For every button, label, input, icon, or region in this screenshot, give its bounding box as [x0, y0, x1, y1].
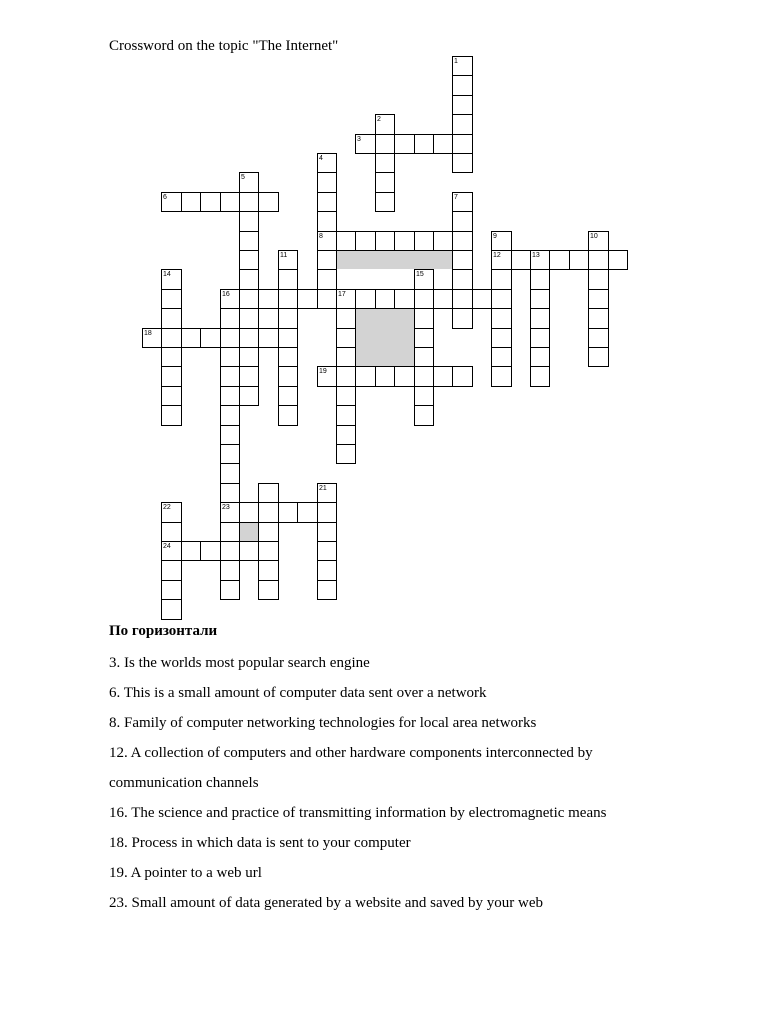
- crossword-cell[interactable]: [569, 250, 589, 270]
- crossword-cell[interactable]: [317, 560, 337, 581]
- crossword-cell[interactable]: [530, 366, 550, 387]
- crossword-cell[interactable]: [181, 192, 201, 212]
- crossword-cell[interactable]: [375, 289, 395, 309]
- crossword-cell[interactable]: [414, 289, 434, 309]
- crossword-cell[interactable]: [239, 192, 259, 212]
- crossword-cell[interactable]: [239, 366, 259, 387]
- crossword-cell[interactable]: [452, 231, 473, 251]
- crossword-cell[interactable]: [452, 211, 473, 232]
- clue-16: 16. The science and practice of transmitting information by electromagnetic means: [109, 805, 607, 821]
- crossword-cell[interactable]: [491, 269, 512, 290]
- clue-number: 23: [222, 504, 230, 511]
- crossword-cell[interactable]: [336, 328, 356, 348]
- clue-number: 9: [493, 233, 497, 240]
- crossword-cell[interactable]: [161, 522, 182, 542]
- crossword-cell[interactable]: [588, 347, 609, 367]
- clue-number: 11: [280, 252, 288, 259]
- crossword-cell[interactable]: [452, 269, 473, 290]
- crossword-cell[interactable]: [336, 425, 356, 445]
- crossword-cell[interactable]: [161, 599, 182, 620]
- clue-number: 19: [319, 368, 327, 375]
- crossword-cell[interactable]: [491, 328, 512, 348]
- crossword-cell[interactable]: [452, 366, 473, 387]
- crossword-cell[interactable]: [317, 192, 337, 212]
- crossword-cell[interactable]: [278, 289, 298, 309]
- crossword-cell[interactable]: [258, 483, 279, 503]
- crossword-cell[interactable]: [220, 580, 240, 600]
- crossword-cell[interactable]: [336, 405, 356, 426]
- clue-number: 4: [319, 155, 323, 162]
- crossword-cell[interactable]: [278, 405, 298, 426]
- clue-23: 23. Small amount of data generated by a website and saved by your web: [109, 895, 544, 911]
- crossword-cell[interactable]: [239, 347, 259, 367]
- clue-18: 18. Process in which data is sent to your computer: [109, 835, 411, 851]
- crossword-cell[interactable]: [239, 541, 259, 561]
- crossword-cell[interactable]: [452, 134, 473, 154]
- clue-number: 18: [144, 330, 152, 337]
- crossword-cell[interactable]: [317, 211, 337, 232]
- crossword-cell[interactable]: [549, 250, 570, 270]
- across-clue-list: [109, 648, 669, 918]
- crossword-cell[interactable]: [414, 405, 434, 426]
- crossword-cell[interactable]: [220, 522, 240, 542]
- crossword-cell[interactable]: [433, 366, 453, 387]
- crossword-cell[interactable]: [161, 560, 182, 581]
- clue-number: 5: [241, 174, 245, 181]
- crossword-cell[interactable]: [375, 172, 395, 193]
- crossword-cell[interactable]: [414, 231, 434, 251]
- crossword-cell[interactable]: [375, 231, 395, 251]
- crossword-cell[interactable]: [394, 289, 415, 309]
- crossword-cell[interactable]: [278, 386, 298, 406]
- crossword-cell[interactable]: [530, 289, 550, 309]
- crossword-cell[interactable]: [258, 522, 279, 542]
- clue-number: 12: [493, 252, 501, 259]
- crossword-cell[interactable]: [278, 308, 298, 329]
- crossword-cell[interactable]: [181, 328, 201, 348]
- crossword-cell[interactable]: [588, 250, 609, 270]
- crossword-cell[interactable]: [336, 347, 356, 367]
- clue-number: 3: [357, 136, 361, 143]
- crossword-cell[interactable]: [433, 134, 453, 154]
- clue-number: 22: [163, 504, 171, 511]
- clue-number: 24: [163, 543, 171, 550]
- crossword-cell[interactable]: [452, 114, 473, 135]
- crossword-cell[interactable]: [355, 289, 376, 309]
- crossword-cell[interactable]: [336, 231, 356, 251]
- crossword-cell[interactable]: [530, 269, 550, 290]
- crossword-cell[interactable]: [452, 308, 473, 329]
- crossword-cell[interactable]: [414, 134, 434, 154]
- crossword-cell[interactable]: [317, 172, 337, 193]
- crossword-cell[interactable]: [220, 386, 240, 406]
- crossword-cell[interactable]: [220, 425, 240, 445]
- crossword-cell[interactable]: [297, 289, 318, 309]
- crossword-cell[interactable]: [414, 347, 434, 367]
- crossword-cell[interactable]: [433, 231, 453, 251]
- crossword-cell[interactable]: [452, 250, 473, 270]
- crossword-cell[interactable]: [375, 153, 395, 173]
- crossword-cell[interactable]: [278, 269, 298, 290]
- clue-number: 21: [319, 485, 327, 492]
- crossword-cell[interactable]: [258, 328, 279, 348]
- crossword-cell[interactable]: [239, 308, 259, 329]
- crossword-cell[interactable]: [239, 211, 259, 232]
- crossword-cell[interactable]: [375, 192, 395, 212]
- crossword-cell[interactable]: [588, 289, 609, 309]
- crossword-cell[interactable]: [161, 405, 182, 426]
- crossword-cell[interactable]: [278, 502, 298, 523]
- crossword-cell[interactable]: [355, 366, 376, 387]
- crossword-cell[interactable]: [588, 269, 609, 290]
- clue-number: 15: [416, 271, 424, 278]
- crossword-cell[interactable]: [317, 289, 337, 309]
- clue-number: 17: [338, 291, 346, 298]
- clue-8: 8. Family of computer networking technologies for local area networks: [109, 715, 537, 731]
- clue-number: 16: [222, 291, 230, 298]
- crossword-cell[interactable]: [239, 502, 259, 523]
- crossword-cell[interactable]: [452, 75, 473, 96]
- crossword-cell[interactable]: [375, 366, 395, 387]
- crossword-cell[interactable]: [394, 366, 415, 387]
- crossword-cell[interactable]: [200, 541, 221, 561]
- crossword-cell[interactable]: [317, 269, 337, 290]
- crossword-cell[interactable]: [161, 366, 182, 387]
- crossword-cell[interactable]: [220, 541, 240, 561]
- crossword-cell[interactable]: [258, 541, 279, 561]
- crossword-cell[interactable]: [278, 328, 298, 348]
- crossword-cell[interactable]: [317, 541, 337, 561]
- crossword-cell[interactable]: [239, 250, 259, 270]
- clue-number: 2: [377, 116, 381, 123]
- crossword-cell[interactable]: [452, 153, 473, 173]
- clue-number: 10: [590, 233, 598, 240]
- crossword-cell[interactable]: [258, 502, 279, 523]
- crossword-cell[interactable]: [491, 366, 512, 387]
- crossword-cell[interactable]: [414, 308, 434, 329]
- crossword-cell[interactable]: [317, 522, 337, 542]
- crossword-cell[interactable]: [239, 328, 259, 348]
- crossword-cell[interactable]: [336, 308, 356, 329]
- crossword-cell[interactable]: [258, 289, 279, 309]
- crossword-cell[interactable]: [161, 580, 182, 600]
- crossword-cell[interactable]: [491, 347, 512, 367]
- crossword-cell[interactable]: [394, 134, 415, 154]
- crossword-cell[interactable]: [239, 231, 259, 251]
- crossword-cell[interactable]: [317, 580, 337, 600]
- crossword-cell[interactable]: [452, 289, 473, 309]
- clue-number: 8: [319, 233, 323, 240]
- crossword-cell[interactable]: [161, 347, 182, 367]
- crossword-cell[interactable]: [375, 134, 395, 154]
- clue-number: 7: [454, 194, 458, 201]
- crossword-cell[interactable]: [278, 347, 298, 367]
- crossword-cell[interactable]: [258, 580, 279, 600]
- crossword-cell[interactable]: [258, 192, 279, 212]
- crossword-cell[interactable]: [491, 289, 512, 309]
- crossword-cell[interactable]: [608, 250, 628, 270]
- crossword-cell[interactable]: [278, 366, 298, 387]
- page-title: Crossword on the topic "The Internet": [109, 38, 339, 54]
- shaded-block: [355, 308, 414, 366]
- crossword-cell[interactable]: [588, 328, 609, 348]
- clue-19: 19. A pointer to a web url: [109, 865, 262, 881]
- crossword-cell[interactable]: [336, 366, 356, 387]
- crossword-cell[interactable]: [433, 289, 453, 309]
- crossword-cell[interactable]: [200, 328, 221, 348]
- crossword-cell[interactable]: [220, 405, 240, 426]
- clue-6: 6. This is a small amount of computer data sent over a network: [109, 685, 487, 701]
- crossword-cell[interactable]: [220, 366, 240, 387]
- crossword-cell[interactable]: [452, 95, 473, 115]
- crossword-cell[interactable]: [472, 289, 492, 309]
- crossword-cell[interactable]: [220, 328, 240, 348]
- crossword-cell[interactable]: [530, 347, 550, 367]
- crossword-cell[interactable]: [239, 386, 259, 406]
- crossword-cell[interactable]: [355, 231, 376, 251]
- crossword-cell[interactable]: [220, 483, 240, 503]
- clue-3: 3. Is the worlds most popular search engine: [109, 655, 370, 671]
- crossword-cell[interactable]: [161, 328, 182, 348]
- crossword-cell[interactable]: [491, 308, 512, 329]
- crossword-cell[interactable]: [336, 444, 356, 464]
- clue-number: 13: [532, 252, 540, 259]
- crossword-cell[interactable]: [511, 250, 531, 270]
- crossword-cell[interactable]: [220, 560, 240, 581]
- crossword-cell[interactable]: [394, 231, 415, 251]
- clue-12: 12. A collection of computers and other hardware components interconnected by communication channels: [109, 745, 593, 791]
- crossword-cell[interactable]: [317, 502, 337, 523]
- crossword-cell[interactable]: [220, 463, 240, 484]
- crossword-cell[interactable]: [317, 250, 337, 270]
- crossword-cell[interactable]: [181, 541, 201, 561]
- crossword-cell[interactable]: [161, 308, 182, 329]
- crossword-cell[interactable]: [530, 328, 550, 348]
- crossword-cell[interactable]: [220, 444, 240, 464]
- crossword-cell[interactable]: [239, 269, 259, 290]
- crossword-cell[interactable]: [161, 386, 182, 406]
- clue-number: 6: [163, 194, 167, 201]
- clue-number: 14: [163, 271, 171, 278]
- crossword-cell[interactable]: [161, 289, 182, 309]
- crossword-cell[interactable]: [220, 347, 240, 367]
- crossword-cell[interactable]: [336, 386, 356, 406]
- across-heading: По горизонтали: [109, 623, 218, 639]
- crossword-cell[interactable]: [200, 192, 221, 212]
- crossword-cell[interactable]: [220, 192, 240, 212]
- crossword-cell[interactable]: [258, 560, 279, 581]
- crossword-cell[interactable]: [220, 308, 240, 329]
- crossword-cell[interactable]: [297, 502, 318, 523]
- crossword-cell[interactable]: [414, 328, 434, 348]
- crossword-cell[interactable]: [414, 366, 434, 387]
- crossword-cell[interactable]: [530, 308, 550, 329]
- crossword-cell[interactable]: [414, 386, 434, 406]
- crossword-cell[interactable]: [588, 308, 609, 329]
- clue-number: 1: [454, 58, 458, 65]
- crossword-cell[interactable]: [239, 289, 259, 309]
